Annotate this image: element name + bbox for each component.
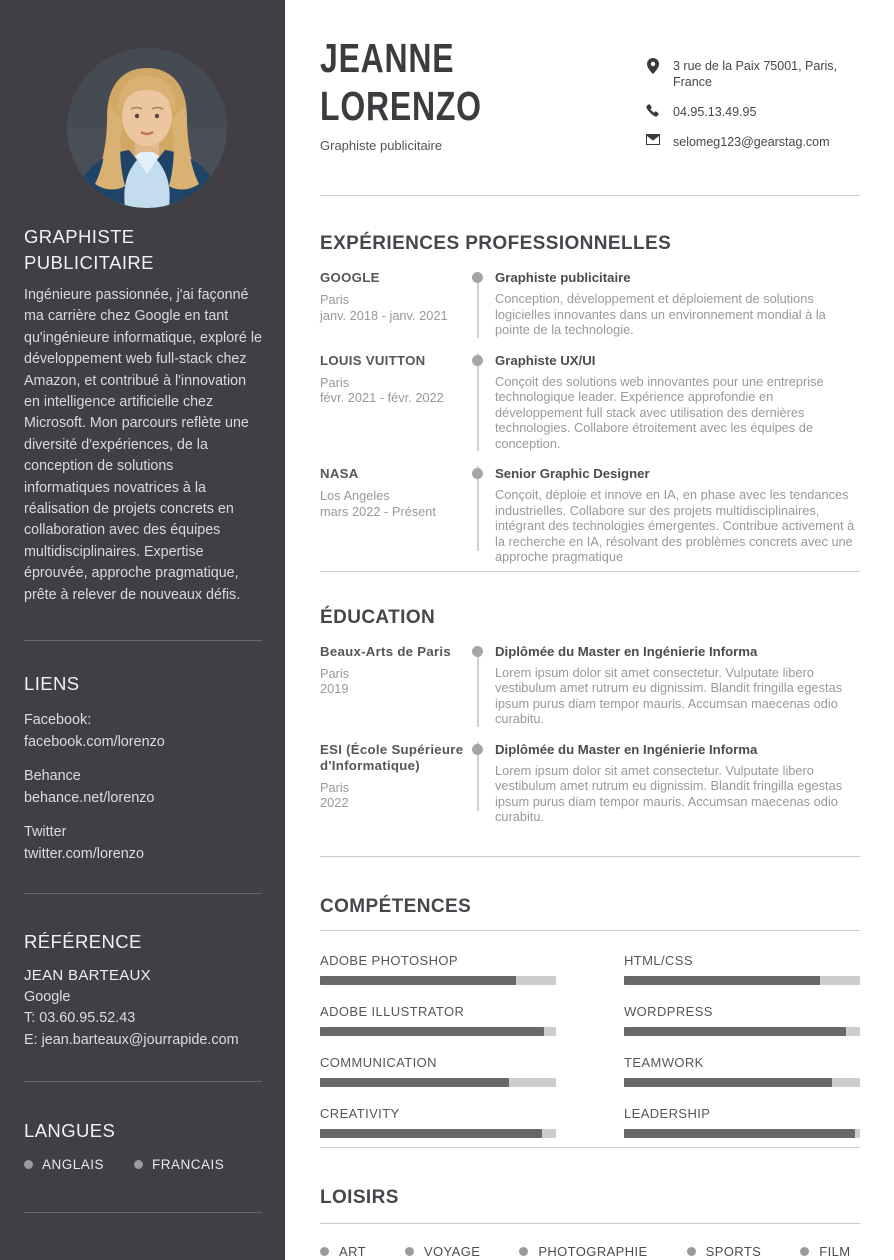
school-location: Paris: [320, 779, 350, 795]
job-title: Graphiste UX/UI: [495, 352, 596, 368]
job-title: Senior Graphic Designer: [495, 466, 650, 481]
links-section-title: LIENS: [24, 673, 80, 695]
degree-title: Diplômée du Master en Ingénierie Informa: [495, 741, 758, 757]
skill-bar-fill: [624, 1129, 855, 1138]
hobby-item: [320, 1244, 366, 1259]
company-location: Paris: [320, 374, 350, 390]
resume-main: [285, 0, 894, 1260]
hobby-item: [519, 1244, 647, 1259]
entry-body: [495, 742, 860, 825]
link-item-facebook: [24, 710, 262, 753]
skill-bar-fill: [624, 1078, 832, 1087]
bullet-dot-icon: [134, 1160, 143, 1169]
skill-item: [624, 1055, 860, 1087]
skill-bar-track: [624, 1027, 860, 1036]
skills-section: [320, 895, 860, 1148]
profile-photo: [67, 48, 227, 208]
bullet-dot-icon: [519, 1247, 528, 1256]
hobby-item: [800, 1244, 850, 1259]
company-name: GOOGLE: [320, 270, 380, 285]
timeline-dot-icon: [472, 355, 483, 366]
skill-bar-fill: [320, 1078, 509, 1087]
school-dates: 2022: [320, 795, 349, 810]
skill-item: [320, 953, 556, 985]
sidebar-divider: [24, 1212, 262, 1213]
job-description: Conçoit des solutions web innovantes pour une entreprise technologique leader. Expérience approfondie en développement full stack avec utilisation des dernières technologies. Collabore étroitement avec les équipes de conception.: [495, 373, 824, 451]
skill-label: WORDPRESS: [624, 1003, 713, 1019]
degree-description: Lorem ipsum dolor sit amet consectetur. Vulputate libero vestibulum amet rutrum eu dignissim. Blandit fringilla egestas ipsum purus diam tempor mauris. Accumsan maecenas odio curabitu.: [495, 762, 843, 824]
contact-phone-row: [645, 104, 860, 120]
company-location-dates: [320, 488, 468, 519]
company-name: NASA: [320, 466, 359, 481]
link-label: Twitter: [24, 824, 67, 841]
skill-bar-track: [624, 1078, 860, 1087]
skill-label: LEADERSHIP: [624, 1105, 711, 1121]
skill-bar-track: [320, 1078, 556, 1087]
sidebar: [0, 0, 285, 1260]
skill-bar-fill: [624, 1027, 846, 1036]
skill-item: [624, 1004, 860, 1036]
entry-meta: [320, 466, 468, 565]
skill-bar-fill: [624, 976, 820, 985]
envelope-icon: [645, 134, 660, 150]
company-location-dates: [320, 292, 468, 323]
skill-item: [320, 1004, 556, 1036]
entry-meta: [320, 742, 468, 825]
school-name: ESI (École Supérieure d'Informatique): [320, 741, 464, 773]
first-name: JEANNE: [320, 35, 455, 81]
timeline: [468, 644, 495, 727]
section-divider: [320, 930, 860, 931]
education-section: [320, 606, 860, 857]
timeline-dot-icon: [472, 468, 483, 479]
job-title: Graphiste publicitaire: [495, 270, 631, 285]
reference-name: JEAN BARTEAUX: [24, 967, 151, 985]
portrait-illustration: [67, 48, 227, 208]
sidebar-divider: [24, 893, 262, 894]
skill-bar-track: [624, 976, 860, 985]
behance-link[interactable]: behance.net/lorenzo: [24, 789, 155, 806]
entry-meta: [320, 644, 468, 727]
skill-bar-track: [320, 1027, 556, 1036]
section-divider: [320, 856, 860, 857]
experience-entry: [320, 353, 860, 467]
timeline-line: [477, 276, 479, 338]
timeline-dot-icon: [472, 646, 483, 657]
bullet-dot-icon: [405, 1247, 414, 1256]
education-entry: [320, 742, 860, 825]
company-dates: janv. 2018 - janv. 2021: [320, 307, 448, 323]
degree-description: Lorem ipsum dolor sit amet consectetur. Vulputate libero vestibulum amet rutrum eu dignissim. Blandit fringilla egestas ipsum purus diam tempor mauris. Accumsan maecenas odio curabitu.: [495, 664, 843, 726]
skill-bar-track: [320, 976, 556, 985]
bullet-dot-icon: [24, 1160, 33, 1169]
skills-grid: [320, 953, 860, 1138]
link-item-behance: [24, 766, 262, 809]
skill-label: ADOBE ILLUSTRATOR: [320, 1003, 465, 1019]
skill-label: TEAMWORK: [624, 1054, 704, 1070]
experience-section-title: EXPÉRIENCES PROFESSIONNELLES: [320, 233, 672, 254]
hobby-label: FILM: [819, 1243, 851, 1259]
link-item-twitter: [24, 822, 262, 865]
experience-entry: [320, 466, 860, 565]
school-location-dates: [320, 666, 468, 697]
company-location-dates: [320, 375, 468, 406]
hobby-label: PHOTOGRAPHIE: [538, 1243, 648, 1259]
skill-label: ADOBE PHOTOSHOP: [320, 952, 458, 968]
languages-list: [24, 1157, 262, 1172]
reference-phone: T: 03.60.95.52.43: [24, 1010, 136, 1027]
language-item: [134, 1157, 224, 1172]
last-name: LORENZO: [320, 83, 482, 129]
language-label: ANGLAIS: [42, 1157, 105, 1173]
education-entries: [320, 644, 860, 825]
school-dates: 2019: [320, 681, 349, 696]
location-pin-icon: [645, 58, 660, 74]
timeline: [468, 353, 495, 452]
company-name: LOUIS VUITTON: [320, 352, 426, 368]
hobby-item: [405, 1244, 480, 1259]
twitter-link[interactable]: twitter.com/lorenzo: [24, 845, 144, 862]
experience-entries: [320, 270, 860, 565]
sidebar-profile-title: GRAPHISTE PUBLICITAIRE: [24, 226, 154, 273]
education-entry: [320, 644, 860, 742]
bullet-dot-icon: [687, 1247, 696, 1256]
hobbies-section: [320, 1186, 860, 1259]
timeline: [468, 742, 495, 825]
skill-item: [624, 953, 860, 985]
languages-section-title: LANGUES: [24, 1120, 116, 1142]
skill-item: [320, 1055, 556, 1087]
entry-meta: [320, 270, 468, 338]
sidebar-divider: [24, 640, 262, 641]
resume-header: [320, 0, 860, 196]
contact-email: selomeg123@gearstag.com: [673, 135, 830, 149]
contact-address-row: [645, 58, 860, 90]
language-item: [24, 1157, 104, 1172]
hobby-label: ART: [339, 1243, 366, 1259]
education-section-title: ÉDUCATION: [320, 606, 436, 628]
contact-phone: 04.95.13.49.95: [673, 105, 757, 119]
timeline-line: [477, 353, 479, 452]
skill-item: [320, 1106, 556, 1138]
job-subtitle: Graphiste publicitaire: [320, 138, 443, 153]
company-location: Los Angeles: [320, 488, 390, 503]
skill-bar-track: [624, 1129, 860, 1138]
school-location: Paris: [320, 665, 350, 681]
experience-entry: [320, 270, 860, 353]
entry-body: [495, 644, 860, 727]
skill-bar-fill: [320, 1027, 544, 1036]
reference-company: Google: [24, 988, 71, 1005]
school-location-dates: [320, 780, 468, 811]
school-name: Beaux-Arts de Paris: [320, 643, 452, 659]
phone-icon: [645, 104, 660, 120]
timeline-line: [477, 650, 479, 727]
timeline-dot-icon: [472, 744, 483, 755]
contact-email-row: [645, 134, 860, 150]
link-label: Facebook:: [24, 712, 92, 729]
timeline: [468, 270, 495, 338]
skill-bar-fill: [320, 1129, 542, 1138]
hobby-item: [687, 1244, 762, 1259]
entry-meta: [320, 353, 468, 452]
section-divider: [320, 571, 860, 572]
hobbies-section-title: LOISIRS: [320, 1186, 399, 1208]
company-location: Paris: [320, 292, 350, 307]
skill-bar-fill: [320, 976, 516, 985]
reference-email: E: jean.barteaux@jourrapide.com: [24, 1031, 239, 1048]
facebook-link[interactable]: facebook.com/lorenzo: [24, 733, 165, 750]
job-description: Conception, développement et déploiement de solutions logicielles innovantes dans un environnement mondial à la pointe de la technologie.: [495, 291, 826, 337]
timeline-dot-icon: [472, 272, 483, 283]
profile-summary: Ingénieure passionnée, j'ai façonné ma carrière chez Google en tant qu'ingénieure informatique, exploré le développement web full-stack chez Amazon, et contribué à l'innovation en intelligence artificielle chez Microsoft. Mon parcours reflète une diversité d'expériences, de la conception de solutions informatiques novatrices à la réalisation de projets concrets en collaboration avec des équipes multidisciplinaires. Expertise éprouvée, approche pragmatique, prête à relever de nouveaux défis.: [24, 287, 262, 603]
entry-body: [495, 270, 860, 338]
entry-body: [495, 353, 860, 452]
company-dates: févr. 2021 - févr. 2022: [320, 390, 444, 405]
skills-section-title: COMPÉTENCES: [320, 895, 472, 917]
experience-section: [320, 232, 860, 572]
contact-address: 3 rue de la Paix 75001, Paris, France: [673, 59, 837, 89]
skill-label: CREATIVITY: [320, 1105, 400, 1121]
hobby-label: VOYAGE: [423, 1243, 481, 1259]
timeline: [468, 466, 495, 565]
language-label: FRANCAIS: [152, 1157, 225, 1173]
bullet-dot-icon: [800, 1247, 809, 1256]
hobbies-list: [320, 1244, 860, 1259]
section-divider: [320, 1223, 860, 1224]
reference-section-title: RÉFÉRENCE: [24, 931, 142, 953]
sidebar-divider: [24, 1081, 262, 1082]
link-label: Behance: [24, 768, 81, 785]
skill-bar-track: [320, 1129, 556, 1138]
skill-item: [624, 1106, 860, 1138]
hobby-label: SPORTS: [705, 1243, 762, 1259]
entry-body: [495, 466, 860, 565]
company-dates: mars 2022 - Présent: [320, 503, 436, 519]
degree-title: Diplômée du Master en Ingénierie Informa: [495, 643, 758, 659]
skill-label: COMMUNICATION: [320, 1054, 437, 1070]
skill-label: HTML/CSS: [624, 952, 693, 968]
job-description: Conçoit, déploie et innove en IA, en phase avec les tendances industrielles. Collabore sur des projets multidisciplinaires, intégrant des technologies émergentes. Contribue activement à la recherche en IA, résolvant des problèmes concrets avec une approche pragmatique: [495, 487, 855, 564]
section-divider: [320, 1147, 860, 1148]
contact-block: [645, 58, 860, 164]
bullet-dot-icon: [320, 1247, 329, 1256]
